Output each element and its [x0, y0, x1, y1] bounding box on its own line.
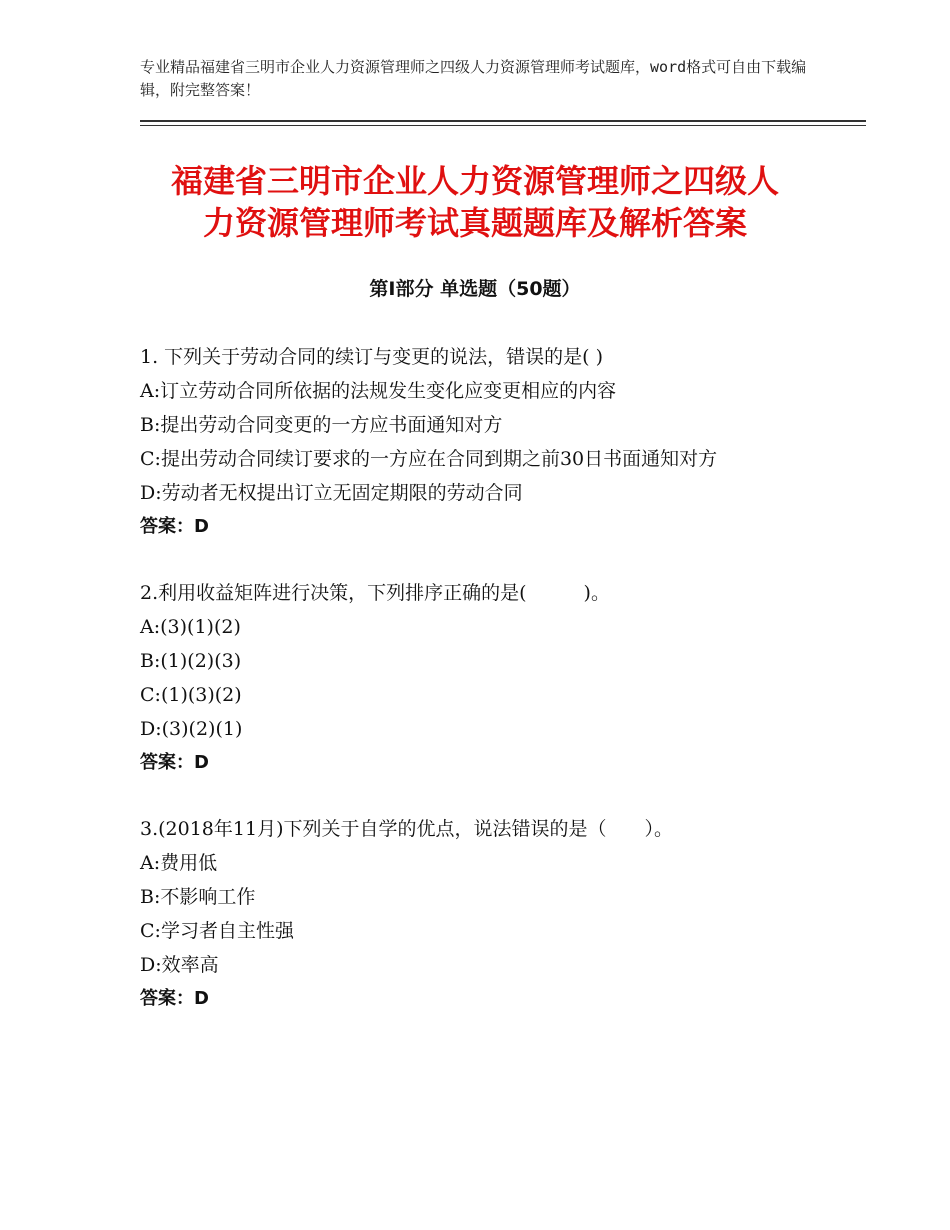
- header-rule-thick: [140, 120, 866, 122]
- question-stem: 2.利用收益矩阵进行决策，下列排序正确的是( )。: [140, 582, 610, 604]
- option-c: C:(1)(3)(2): [140, 684, 242, 706]
- answer: 答案：D: [140, 516, 209, 537]
- option-b: B:(1)(2)(3): [140, 650, 242, 672]
- section-heading: 第Ⅰ部分 单选题（50题）: [369, 278, 581, 300]
- question-list: [140, 340, 820, 1048]
- header-rule-thin: [140, 125, 866, 126]
- question-3: [140, 812, 820, 1016]
- question-stem: 3.(2018年11月)下列关于自学的优点，说法错误的是（ ）。: [140, 818, 673, 840]
- option-a: A:订立劳动合同所依据的法规发生变化应变更相应的内容: [140, 380, 617, 402]
- header-note: 专业精品福建省三明市企业人力资源管理师之四级人力资源管理师考试题库，word格式可自由下载编辑，附完整答案！: [140, 58, 807, 99]
- option-c: C:学习者自主性强: [140, 920, 294, 942]
- option-d: D:(3)(2)(1): [140, 718, 243, 740]
- option-a: A:费用低: [140, 852, 218, 874]
- option-c: C:提出劳动合同续订要求的一方应在合同到期之前30日书面通知对方: [140, 448, 718, 470]
- question-1: [140, 340, 820, 544]
- option-a: A:(3)(1)(2): [140, 616, 241, 638]
- option-d: D:效率高: [140, 954, 219, 976]
- answer: 答案：D: [140, 988, 209, 1009]
- answer: 答案：D: [140, 752, 209, 773]
- title-line-1: 福建省三明市企业人力资源管理师之四级人: [170, 162, 779, 200]
- option-b: B:不影响工作: [140, 886, 256, 908]
- question-2: [140, 576, 820, 780]
- question-stem: 1. 下列关于劳动合同的续订与变更的说法，错误的是( ): [140, 346, 604, 368]
- option-d: D:劳动者无权提出订立无固定期限的劳动合同: [140, 482, 523, 504]
- option-b: B:提出劳动合同变更的一方应书面通知对方: [140, 414, 503, 436]
- title-line-2: 力资源管理师考试真题题库及解析答案: [202, 204, 747, 242]
- document-title: [100, 160, 850, 244]
